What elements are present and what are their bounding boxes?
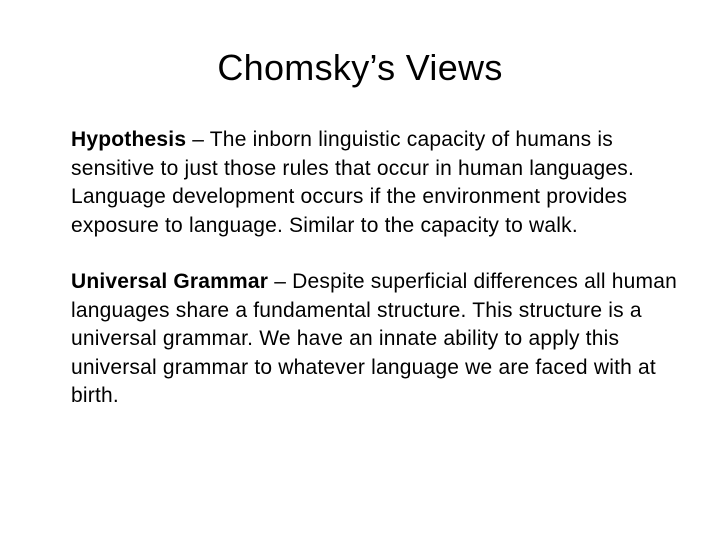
universal-grammar-term: Universal Grammar (71, 270, 269, 293)
hypothesis-text: The inborn linguistic capacity of humans is sensitive to just those rules that occur in human languages. Language development occurs if the environment provides exposure to language. Similar to the capacity to walk. (71, 128, 634, 237)
hypothesis-term: Hypothesis (71, 128, 187, 151)
hypothesis-separator: – (186, 128, 210, 151)
slide-body (71, 126, 696, 439)
universal-grammar-paragraph (71, 268, 696, 411)
hypothesis-paragraph (71, 126, 696, 240)
universal-grammar-separator: – (268, 270, 293, 293)
slide-title: Chomsky’s Views (217, 47, 503, 88)
universal-grammar-text: Despite superficial differences all human languages share a fundamental structure. This structure is a universal grammar. We have an innate ability to apply this universal grammar to whatever language we are faced with at birth. (71, 270, 677, 407)
